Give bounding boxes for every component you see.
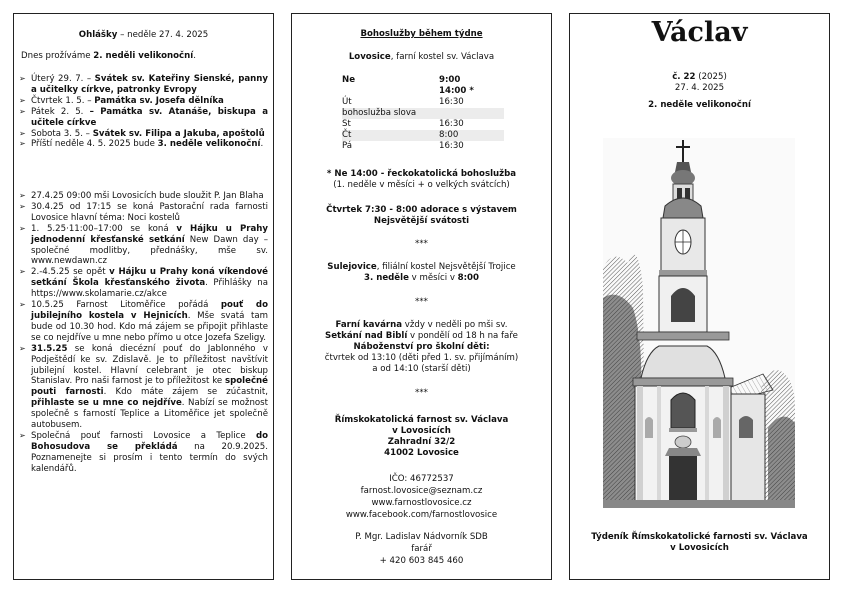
schedule-row <box>342 119 504 130</box>
item-text-a: Úterý 29. 7. – <box>31 74 95 84</box>
list-item <box>19 344 268 431</box>
cover-panel <box>569 13 830 580</box>
issue-date: 27. 4. 2025 <box>674 83 725 93</box>
footer-line-1 <box>570 532 829 543</box>
services-title-text: Bohoslužby během týdne <box>360 29 483 39</box>
list-item <box>19 202 268 224</box>
schedule-row <box>342 141 504 152</box>
sul-bold: Sulejovice <box>327 262 377 272</box>
kav-bold: Farní kavárna <box>335 320 403 330</box>
item-text-c: na 20.9.2025. Poznamenejte si prosím i tento termín do svých kalendářů. <box>31 441 268 474</box>
ico-line: IČO: 46772537 <box>389 474 454 484</box>
place-rest: , farní kostel sv. Václava <box>390 52 495 62</box>
arrow-bullet-icon: ➢ <box>19 74 26 83</box>
address-line-1 <box>292 415 551 426</box>
list-item <box>19 96 268 107</box>
schedule-day: bohoslužba slova <box>342 108 417 118</box>
list-item <box>19 431 268 475</box>
sulejovice-time <box>292 273 551 284</box>
church-line <box>292 52 551 63</box>
arrow-bullet-icon: ➢ <box>19 139 26 149</box>
arrow-bullet-icon: ➢ <box>19 201 26 211</box>
arrow-bullet-icon: ➢ <box>19 223 26 233</box>
arrow-bullet-icon: ➢ <box>19 191 26 200</box>
footer-2-text: v Lovosicích <box>670 543 729 553</box>
newsletter-title: Václav <box>651 17 748 48</box>
list-item <box>19 74 268 96</box>
item-text-a: 1. 5.25·11:00–17:00 se koná <box>31 223 177 234</box>
item-text-b: 31.5.25 <box>31 343 68 354</box>
item-text-b: v Hájku u Prahy jednodenní křesťanské setkání <box>31 223 268 245</box>
footer-1-text: Týdeník Římskokatolické farnosti sv. Václava <box>591 532 808 542</box>
arrow-bullet-icon: ➢ <box>19 343 26 353</box>
schedule-table <box>342 75 504 152</box>
schedule-row <box>342 86 504 97</box>
schedule-row <box>342 97 504 108</box>
list-item <box>19 107 268 129</box>
arrow-bullet-icon: ➢ <box>19 300 26 310</box>
list-item <box>19 191 268 202</box>
intro-pre: Dnes prožíváme <box>21 51 94 61</box>
arrow-bullet-icon: ➢ <box>19 95 26 105</box>
schedule-time: 9:00 <box>439 75 461 85</box>
item-text-c: . <box>260 139 264 150</box>
announcements-panel <box>13 13 274 580</box>
events-list <box>19 191 268 475</box>
list-item <box>19 224 268 268</box>
greek-line <box>292 169 551 180</box>
feast-list <box>19 74 268 150</box>
item-text-b: Svátek sv. Kateřiny Sienské, panny a učitelky církve, patronky Evropy <box>31 74 268 95</box>
item-text-a: Sobota 3. 5. – <box>31 128 93 139</box>
website-link[interactable]: www.farnostlovosice.cz <box>371 498 472 508</box>
item-text-a: 27.4.25 09:00 mši Lovosicích bude sloužit P. Jan Blaha <box>31 191 264 201</box>
adoration-line-1 <box>292 205 551 216</box>
arrow-bullet-icon: ➢ <box>19 128 26 138</box>
adoration-1-text: Čtvrtek 7:30 - 8:00 adorace s výstavem <box>326 205 517 215</box>
item-text-a: Čtvrtek 1. 5. – <box>31 95 95 106</box>
item-text-a: 2.-4.5.25 se opět <box>31 267 110 278</box>
schedule-row <box>342 75 504 86</box>
church-illustration <box>603 138 795 508</box>
addr-4-text: 41002 Lovosice <box>384 448 459 458</box>
sunday-name <box>570 100 829 111</box>
bible-rest: v pondělí od 18 h na faře <box>407 331 518 341</box>
sulejovice-line <box>292 262 551 273</box>
schedule-day: Ne <box>342 75 356 85</box>
adoration-2-text: Nejsvětější svátosti <box>373 216 470 226</box>
cafe-line <box>292 320 551 331</box>
item-text-a: Společná pouť farnosti Lovosice a Teplice <box>31 430 256 441</box>
sul-rest: , filiální kostel Nejsvětější Trojice <box>376 262 516 272</box>
issue-rest: (2025) <box>695 72 727 82</box>
schedule-row <box>342 130 504 141</box>
addr-2-text: v Lovosicích <box>392 426 451 436</box>
item-text-b: Památka sv. Josefa dělníka <box>94 95 224 106</box>
place-bold: Lovosice <box>348 52 391 62</box>
list-item <box>19 139 268 150</box>
nab-bold: Náboženství pro školní děti: <box>353 342 490 352</box>
services-title <box>292 29 551 40</box>
intro-bold: 2. neděli velikonoční <box>93 51 194 61</box>
bible-line <box>292 331 551 342</box>
item-text-a: Pátek 2. 5. <box>31 106 90 117</box>
bible-bold: Setkání nad Biblí <box>325 331 408 341</box>
arrow-bullet-icon: ➢ <box>19 106 26 116</box>
item-text-g: . Nabízí se možnost společně s farností Teplice a Litoměřice jet společně autobusem. <box>31 398 268 431</box>
item-text-e: . Kdo máte zájem se zúčastnit, <box>103 387 269 398</box>
item-text-b: Svátek sv. Filipa a Jakuba, apoštolů <box>92 128 265 139</box>
addr-1-text: Římskokatolická farnost sv. Václava <box>334 415 509 425</box>
greek-note: (1. neděle v měsíci + o velkých svátcích) <box>333 180 510 190</box>
item-text-c: se koná diecézní pouť do Jablonného v Podještědí ke sv. Zdislavě. Je to příležitost navštívit jubilejní kostel. Hlavní celebrant je otec biskup Stanislav. Pro naši farnost je to příležitost ke <box>31 343 268 387</box>
item-text-b: 3. neděle velikonoční <box>157 139 261 150</box>
item-text-a: Příští neděle 4. 5. 2025 bude <box>31 139 158 150</box>
services-panel <box>291 13 552 580</box>
item-text-d: společné pouti farnosti <box>31 376 268 398</box>
schedule-day: Út <box>342 97 352 107</box>
kav-rest: vždy v neděli po mši sv. <box>402 320 508 330</box>
facebook-link[interactable]: www.facebook.com/farnostlovosice <box>345 510 498 520</box>
schedule-time: 16:30 <box>439 119 464 129</box>
schedule-day: Čt <box>342 130 352 140</box>
sul2-rest: v měsíci v <box>408 273 458 283</box>
item-text-b: v Hájku u Prahy koná víkendové setkání Škola křesťanského života <box>31 267 268 289</box>
sul2-bold2: 8:00 <box>457 273 480 283</box>
religion-title <box>292 342 551 353</box>
list-item <box>19 267 268 300</box>
separator-2: *** <box>415 297 428 307</box>
title-bold: Ohlášky <box>78 30 118 40</box>
intro-post: . <box>193 51 196 61</box>
arrow-bullet-icon: ➢ <box>19 267 26 277</box>
religion-line-1: čtvrtek od 13:10 (děti před 1. sv. přijímáním) <box>324 353 519 363</box>
item-text-a: 30.4.25 od 17:15 se koná Pastorační rada farnosti Lovosice hlavní téma: Noci kostelů <box>31 201 268 223</box>
religion-line-2: a od 14:10 (starší děti) <box>372 364 471 374</box>
separator-3: *** <box>415 388 428 398</box>
item-text-a: 10.5.25 Farnost Litoměřice pořádá <box>31 300 221 311</box>
address-line-4 <box>292 448 551 459</box>
adoration-line-2 <box>292 216 551 227</box>
schedule-time: 14:00 * <box>439 86 474 96</box>
schedule-day: St <box>342 119 351 129</box>
list-item <box>19 300 268 344</box>
item-text-c: . Mše svatá tam bude od 10.30 hod. Kdo má zájem se připojit přihlaste se co nejdříve u mne nebo přímo u otce Jozefa Szeligy. <box>31 310 268 343</box>
item-text-b: do Bohosudova se překládá <box>31 430 268 452</box>
item-text-f: přihlaste se u mne co nejdříve <box>31 398 182 409</box>
schedule-row <box>342 108 504 119</box>
phone-number: + 420 603 845 460 <box>379 556 464 566</box>
separator-1: *** <box>415 239 428 249</box>
item-text-b: pouť do jubilejního kostela v Hejnicích <box>31 300 268 321</box>
item-text-c: . Přihlášky na https://www.skolamarie.cz/akce <box>31 278 268 300</box>
sunday-text: 2. neděle velikonoční <box>648 100 751 110</box>
item-text-c: New Dawn day – společné modlitby, přednášky, mše sv. www.newdawn.cz <box>31 234 268 267</box>
schedule-time: 16:30 <box>439 97 464 107</box>
arrow-bullet-icon: ➢ <box>19 430 26 440</box>
priest-role: farář <box>411 544 432 554</box>
title-rest: – neděle 27. 4. 2025 <box>117 30 209 40</box>
announcements-title <box>14 30 273 40</box>
issue-number <box>570 72 829 83</box>
footer-line-2 <box>570 543 829 554</box>
issue-bold: č. 22 <box>672 72 696 82</box>
greek-bold: * Ne 14:00 - řeckokatolická bohoslužba <box>326 169 517 179</box>
schedule-day: Pá <box>342 141 353 151</box>
email-link[interactable]: farnost.lovosice@seznam.cz <box>360 486 483 496</box>
sul2-bold1: 3. neděle <box>363 273 409 283</box>
addr-3-text: Zahradní 32/2 <box>387 437 456 447</box>
list-item <box>19 129 268 140</box>
intro-line <box>21 51 196 61</box>
item-text-b: – Památka sv. Atanáše, biskupa a učitele církve <box>31 106 269 128</box>
schedule-time: 16:30 <box>439 141 464 151</box>
address-line-3 <box>292 437 551 448</box>
schedule-time: 8:00 <box>439 130 459 140</box>
address-line-2 <box>292 426 551 437</box>
priest-name: P. Mgr. Ladislav Nádvorník SDB <box>355 532 488 542</box>
